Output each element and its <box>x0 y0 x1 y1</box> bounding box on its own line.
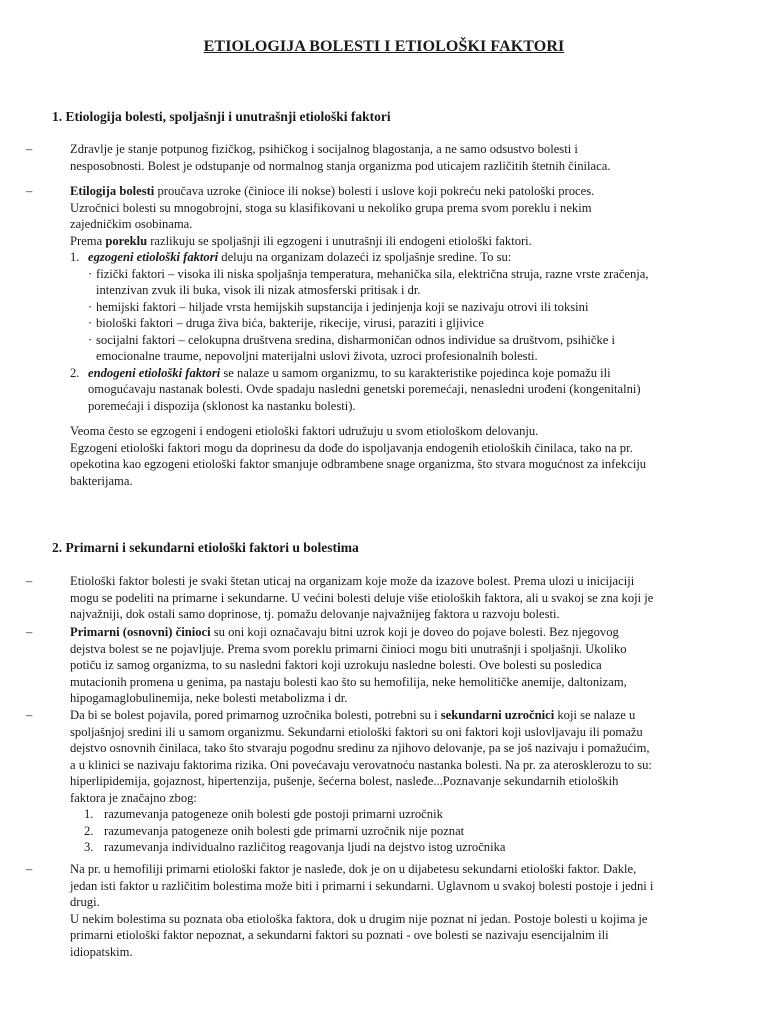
text-line: opekotina kao egzogeni etiološki faktor smanjuje odbrambene snage organizma, što stvara mogućnost za infekciju <box>70 457 647 471</box>
text-line: Zdravlje je stanje potpunog fizičkog, psihičkog i socijalnog blagostanja, a ne samo odsustvo bolesti i <box>70 142 578 156</box>
text-line: Veoma često se egzogeni i endogeni etiološki faktori udružuju u svom etiološkom delovanju. <box>70 424 539 438</box>
text-line: potiču iz samog organizma, to su nasledni faktori koji uzrokuju nasledne bolesti. Ove bolesti su posledica <box>70 658 602 672</box>
text-line: mutacionih promena u genima, pa nastaju bolesti kao što su hemofilija, neke hemolitičke anemije, daltonizam, <box>70 674 627 689</box>
text-line: faktora je značajno zbog: <box>70 790 197 805</box>
term-primary: Primarni (osnovni) činioci <box>70 625 211 639</box>
list-number: 1. <box>70 250 80 264</box>
bullet-dot: · <box>88 332 93 347</box>
text-run: proučava uzroke (činioce ili nokse) bolesti i uslove koji pokreću neki patološki proces. <box>154 184 595 198</box>
text-line: jedan isti faktor u različitim bolestima može biti i primarni i sekundarni. Uglavnom u svakoj bolesti postoje i jedni i <box>70 878 654 893</box>
section2-heading: 2. Primarni i sekundarni etiološki faktori u bolestima <box>52 540 359 555</box>
term-etiology: Etilogija bolesti <box>70 184 155 198</box>
text-line: U nekim bolestima su poznata oba etiološka faktora, dok u drugim nije poznat ni jedan. Postoje bolesti u kojima je <box>70 911 648 926</box>
text-run: razumevanja patogeneze onih bolesti gde postoji primarni uzročnik <box>104 807 443 821</box>
text-run: Prema <box>70 233 106 248</box>
text-line: najvažniji, dok ostali samo doprinose, tj. pomažu delovanje najvažnijeg faktora u razvoju bolesti. <box>70 607 560 621</box>
text-line: omogućavaju nastanak bolesti. Ovde spadaju nasledni genetski poremećaji, nenasledni urođeni (kongenitalni) <box>88 382 641 396</box>
text-run: deluju na organizam dolazeći iz spoljašnje sredine. To su: <box>218 250 512 264</box>
text-line: idiopatskim. <box>70 944 133 959</box>
text-line: Etiološki faktor bolesti je svaki štetan uticaj na organizam koje može da izazove bolest. Prema ulozi u inicijaciji <box>70 574 635 588</box>
bullet-dot: · <box>88 266 93 281</box>
text-run: socijalni faktori – celokupna društvena sredina, disharmoničan odnos individue sa društvom, psihičke i <box>96 332 616 347</box>
list-item-continuation: emocionalne traume, nepovoljni materijalni uslovi života, uzroci profesionalnih bolesti. <box>96 349 538 363</box>
text-line: drugi. <box>70 895 100 909</box>
text-line: hiperlipidemija, gojaznost, hipertenzija, pušenje, šećerna bolest, nasleđe...Poznavanje sekundarnih etioloških <box>70 774 619 788</box>
list-item-biological <box>70 315 716 332</box>
section1-paragraph-health <box>26 141 716 174</box>
text-line <box>70 233 716 250</box>
document-title: ETIOLOGIJA BOLESTI I ETIOLOŠKI FAKTORI <box>203 38 565 55</box>
section1-paragraph-combined <box>26 423 716 489</box>
numbered-item-exogenous <box>70 249 716 266</box>
text-line: dejstvo osnovnih činilaca, tako što stvaraju pogodnu sredinu za njihovo delovanje, pa se još nazivaju i pomažućim, <box>70 741 650 755</box>
text-run: koji se nalaze u <box>554 708 636 722</box>
dash-bullet: – <box>26 708 33 722</box>
text-run: se nalaze u samom organizmu, to su karakteristike pojedinca koje pomažu ili <box>220 365 611 380</box>
dash-bullet: – <box>26 574 33 588</box>
text-line: a u klinici se nazivaju faktorima rizika. Oni povećavaju verovatnoću nastanka bolesti. Na pr. za aterosklerozu to su: <box>70 757 652 772</box>
list-number: 3. <box>84 840 94 854</box>
list-number: 2. <box>84 823 94 838</box>
text-line: zajedničkim osobinama. <box>70 217 193 231</box>
dash-bullet: – <box>26 862 33 876</box>
text-run: biološki faktori – druga živa bića, bakterije, rikecije, virusi, paraziti i gljivice <box>96 316 484 330</box>
numbered-item-endogenous <box>70 365 716 382</box>
list-number: 2. <box>70 365 80 380</box>
dash-bullet: – <box>26 625 33 639</box>
term-origin: poreklu <box>105 233 148 248</box>
text-run: su oni koji označavaju bitni uzrok koji je doveo do pojave bolesti. Bez njegovog <box>210 625 619 639</box>
dash-bullet: – <box>26 184 33 198</box>
term-exogenous: egzogeni etiološki faktori <box>88 250 219 264</box>
text-run: Da bi se bolest pojavila, pored primarnog uzročnika bolesti, potrebni su i <box>70 708 441 722</box>
text-line: Na pr. u hemofiliji primarni etiološki faktor je nasleđe, dok je on u dijabetesu sekundarni etiološki faktor. Dakle, <box>70 862 637 876</box>
text-line: mogu se podeliti na primarne i sekundarne. U većini bolesti deluje više etioloških faktora, ali u svakoj se zna koji je <box>70 590 654 605</box>
bullet-dot: · <box>88 316 93 330</box>
term-endogenous: endogeni etiološki faktori <box>88 365 221 380</box>
bullet-dot: · <box>88 299 93 314</box>
text-run: fizički faktori – visoka ili niska spoljašnja temperatura, mehanička sila, električna struja, razne vrste zračenja, <box>96 266 649 281</box>
text-line: primarni etiološki faktor nepoznat, a sekundarni faktori su poznati - ove bolesti se nazivaju esencijalnim ili <box>70 928 609 942</box>
text-line: spoljašnjoj sredini ili u samom organizmu. Sekundarni etiološki faktori su oni faktori koji uslovljavaju ili pomažu <box>70 724 643 739</box>
text-line: hipogamaglobulinemija, neke bolesti metabolizma i dr. <box>70 691 348 705</box>
text-line <box>70 707 716 724</box>
reason-item <box>70 806 716 823</box>
text-run: hemijski faktori – hiljade vrsta hemijskih supstancija i jedinjenja koji se nazivaju otrovi ili toksini <box>96 299 589 314</box>
dash-bullet: – <box>26 142 33 156</box>
reason-item <box>70 823 716 840</box>
list-item-continuation: intenzivan zvuk ili buka, visok ili nizak atmosferski pritisak i dr. <box>96 283 421 297</box>
reason-item <box>70 839 716 856</box>
text-line <box>70 624 716 641</box>
text-line: Uzročnici bolesti su mnogobrojni, stoga su klasifikovani u nekoliko grupa prema svom poreklu i nekim <box>70 200 592 215</box>
section1-heading: 1. Etiologija bolesti, spoljašnji i unutrašnji etiološki faktori <box>52 109 391 124</box>
text-run: razumevanja patogeneze onih bolesti gde primarni uzročnik nije poznat <box>104 823 465 838</box>
text-line: dejstva bolest se ne pojavljuje. Prema svom poreklu primarni činioci mogu biti unutrašnji i spoljašnji. Ukoliko <box>70 641 627 656</box>
section2-paragraph-primary <box>26 624 716 707</box>
text-run: razlikuju se spoljašnji ili egzogeni i unutrašnji ili endogeni etiološki faktori. <box>147 233 532 248</box>
list-item-chemical <box>70 299 716 316</box>
list-number: 1. <box>84 807 94 821</box>
section2-paragraph-definition <box>26 573 716 623</box>
text-line: Egzogeni etiološki faktori mogu da doprinesu da dođe do ispoljavanja endogenih etioloških činilaca, tako na pr. <box>70 440 633 455</box>
text-line: bakterijama. <box>70 473 133 488</box>
section2-paragraph-secondary <box>26 707 716 856</box>
list-item-social <box>70 332 716 349</box>
list-item-physical <box>70 266 716 283</box>
term-secondary: sekundarni uzročnici <box>440 708 555 722</box>
text-run: razumevanja individualno različitog reagovanja ljudi na dejstvo istog uzročnika <box>104 840 506 854</box>
section2-paragraph-examples <box>26 861 716 960</box>
section1-paragraph-etiology <box>26 183 716 414</box>
text-line: nesposobnosti. Bolest je odstupanje od normalnog stanja organizma pod uticajem različitih štetnih činilaca. <box>70 158 611 173</box>
text-line <box>70 183 716 200</box>
text-line: poremećaji i dispozija (sklonost ka nastanku bolesti). <box>88 398 356 413</box>
